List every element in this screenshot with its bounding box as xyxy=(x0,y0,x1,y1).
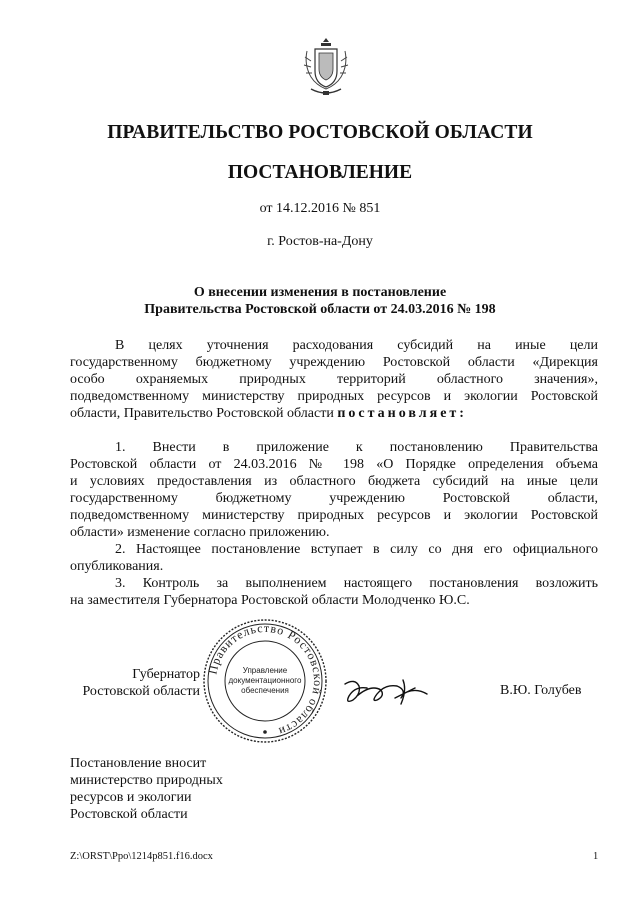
file-path: Z:\ORST\Ppo\1214p851.f16.docx xyxy=(70,851,213,862)
note-line: Постановление вносит xyxy=(70,756,207,771)
item-line: Ростовской области от 24.03.2016 № 198 «О Порядке определения объема xyxy=(70,457,598,472)
stamp-center-line: документационного xyxy=(228,676,302,685)
stamp-center-line: обеспечения xyxy=(241,686,289,695)
note-line: министерство природных xyxy=(70,773,223,788)
stamp-center-line: Управление xyxy=(242,666,288,675)
item-line: 2. Настоящее постановление вступает в силу со дня его официального xyxy=(115,542,598,557)
item-last-line: области» изменение согласно приложению. xyxy=(70,525,330,540)
item-last-line: опубликования. xyxy=(70,559,164,574)
page-number: 1 xyxy=(593,851,599,862)
note-line: Ростовской области xyxy=(70,807,188,822)
item-line: подведомственному министерству природных ресурсов и экологии Ростовской xyxy=(70,508,598,523)
item-line: 3. Контроль за выполнением настоящего постановления возложить xyxy=(115,576,598,591)
item-2-paragraph xyxy=(70,541,598,575)
signatory-title xyxy=(70,666,200,700)
decree-date-number: от 14.12.2016 № 851 xyxy=(259,201,381,216)
preamble-last-line xyxy=(70,405,598,422)
coat-of-arms-emblem xyxy=(301,35,351,97)
subject-line-1: О внесении изменения в постановление xyxy=(193,285,447,300)
item-1-paragraph xyxy=(70,439,598,541)
item-3-paragraph xyxy=(70,575,598,609)
preamble-text: области, Правительство Ростовской области xyxy=(70,406,338,421)
note-line: ресурсов и экологии xyxy=(70,790,192,805)
decree-subject xyxy=(0,284,640,318)
item-line: и условиях предоставления из областного бюджета субсидий на иные цели xyxy=(70,474,598,489)
subject-line-2: Правительства Ростовской области от 24.03.2016 № 198 xyxy=(144,302,496,317)
item-line: государственному бюджетному учреждению Ростовской области, xyxy=(70,491,598,506)
handwritten-signature xyxy=(337,672,437,712)
preamble-line: особо охраняемых природных территорий областного значения», xyxy=(70,372,598,387)
preamble-line: подведомственному министерству природных ресурсов и экологии Ростовской xyxy=(70,389,598,404)
signatory-title-line-1: Губернатор xyxy=(132,667,200,682)
signatory-title-line-2: Ростовской области xyxy=(82,684,200,699)
official-stamp xyxy=(201,617,329,745)
document-type: ПОСТАНОВЛЕНИЕ xyxy=(227,162,413,183)
item-last-line: на заместителя Губернатора Ростовской области Молодченко Ю.С. xyxy=(70,593,470,608)
submitted-by-note xyxy=(70,755,223,823)
preamble-line: государственному бюджетному учреждению Ростовской области «Дирекция xyxy=(70,355,598,370)
signatory-name: В.Ю. Голубев xyxy=(500,683,582,698)
item-line: 1. Внести в приложение к постановлению Правительства xyxy=(115,440,598,455)
stamp-ring-text: Правительство Ростовской области xyxy=(205,620,326,740)
issue-city: г. Ростов-на-Дону xyxy=(267,234,373,249)
decree-word: постановляет: xyxy=(337,406,467,421)
organization-title: ПРАВИТЕЛЬСТВО РОСТОВСКОЙ ОБЛАСТИ xyxy=(107,122,533,143)
preamble-paragraph xyxy=(70,337,598,422)
preamble-line: В целях уточнения расходования субсидий на иные цели xyxy=(115,338,598,353)
